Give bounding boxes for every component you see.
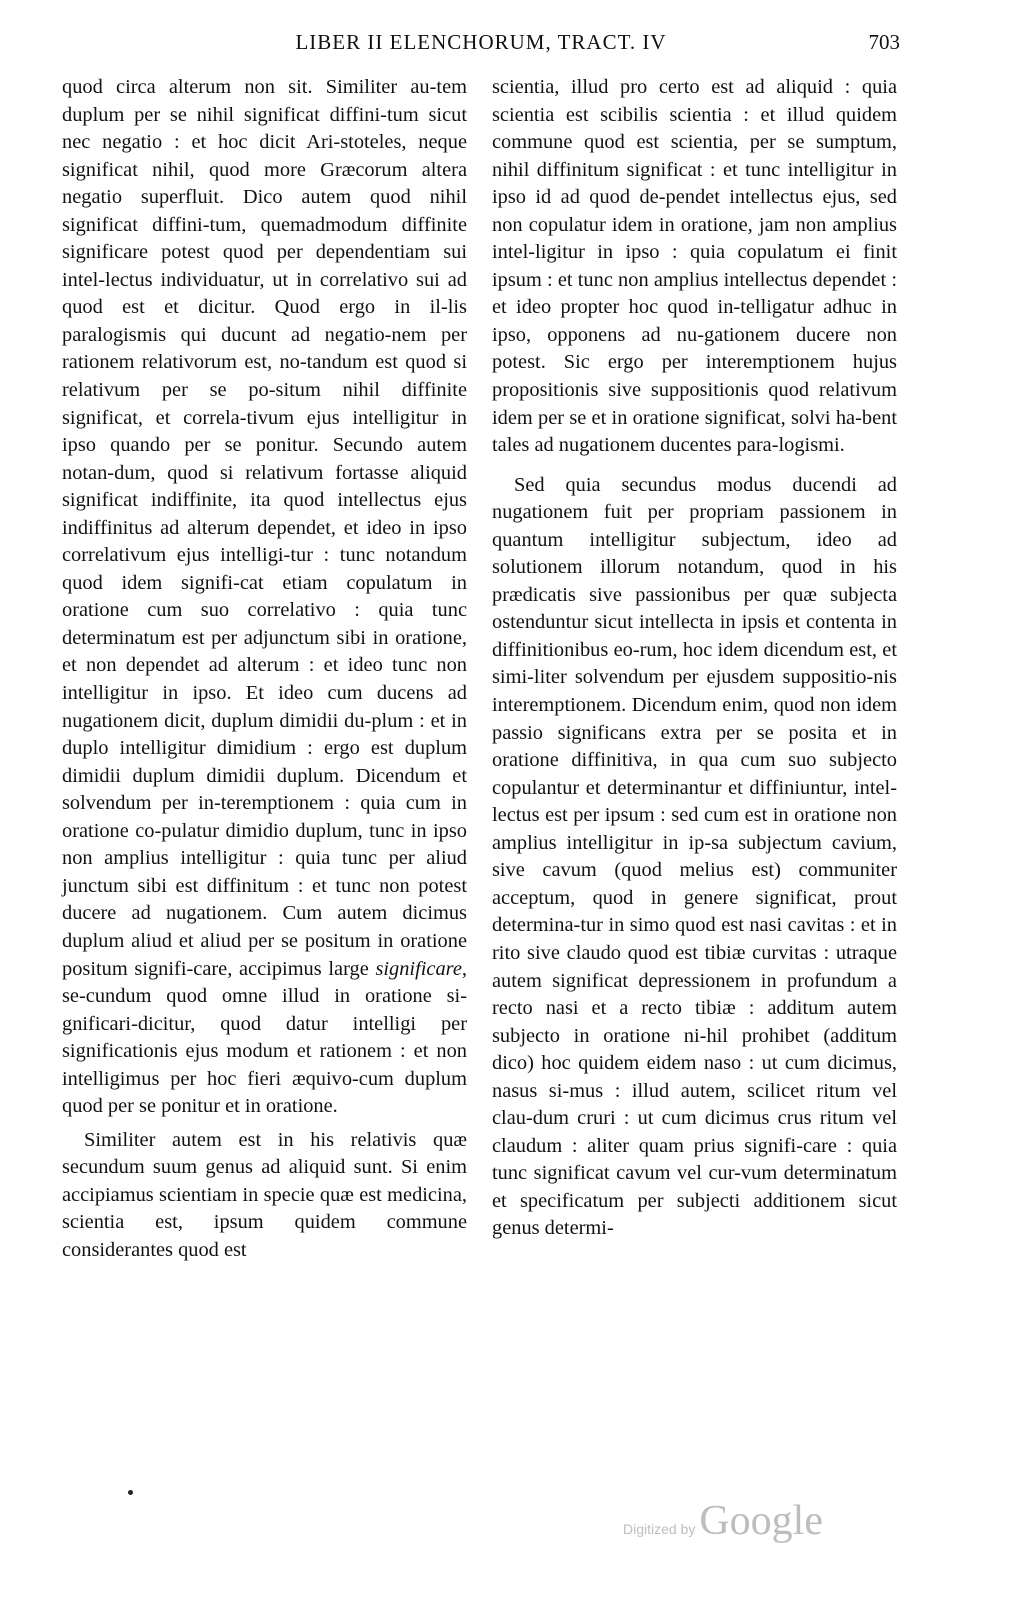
google-logo: Google [699, 1498, 823, 1544]
digitized-watermark [623, 1497, 823, 1545]
running-header [62, 30, 900, 64]
right-paragraph-2: Sed quia secundus modus ducendi ad nugationem fuit per propriam passionem in quantum intelligitur subjectum, ideo ad solutionem illorum notandum, quod in his prædicatis sive passionibus per quæ subjecta ostenduntur sicut intellecta in ipsis et contenta in diffinitionibus eo-rum, hoc idem dicendum est, et simi-liter solvendum per ejusdem suppositio-nis interemptionem. Dicendum enim, quod non idem passio significans extra per se posita et in oratione diffinitiva, in qua cum suo subjecto copulantur et determinantur et diffiniuntur, intel-lectus est per ipsum : sed cum est in oratione non amplius intelligitur in ip-sa subjectum cavium, sive cavum (quod melius est) communiter acceptum, quod in genere significat, prout determina-tur in simo quod est nasi cavitas : et in rito sive claudo quod est tibiæ curvitas : utraque autem significat depressionem in profundum a recto nasi et a recto tibiæ : additum autem subjecto in oratione ni-hil prohibet (additum dico) hoc quidem eidem naso : ut cum dicimus, nasus si-mus : illud autem, scilicet ritum vel clau-dum cruri : ut cum dicimus crus ritum vel claudum : aliter quam prius signifi-care : quia tunc significat cavum vel cur-vum determinatum et specificatum per subjecti additionem sicut genus determi- [492, 473, 897, 1240]
right-column [492, 74, 897, 1243]
left-paragraph-2: Similiter autem est in his relativis quæ secundum suum genus ad aliquid sunt. Si enim accipiamus scientiam in specie quæ est medicina, scientia est, ipsum quidem commune considerantes quod est [62, 1128, 467, 1261]
page-number: 703 [868, 30, 900, 54]
left-paragraph-1-end: se-cundum quod omne illud in oratione si-gnificari-dicitur, quod datur intelligi per significationis ejus modum et rationem : et non intelligimus per hoc fieri æquivo-cum duplum quod per se ponitur et in oratione. [62, 985, 467, 1118]
digitized-by-label: Digitized by [622, 1521, 696, 1537]
left-paragraph-1-text: quod circa alterum non sit. Similiter au-tem duplum per se nihil significat diffini-tum sicut nec negatio : et hoc dicit Ari-stoteles, neque significat nihil, quod more Græcorum altera negatio superfluit. Dico autem quod nihil significat diffini-tum, quemadmodum diffinite significare potest quod per dependentiam sui intel-lectus individuatur, ut in correlativo sui ad quod est et dicitur. Quod ergo in il-lis paralogismis qui ducunt ad negatio-nem per rationem relativorum est, no-tandum est quod si relativum per se po-situm nihil diffinite significat, et correla-tivum ejus intelligitur in ipso quando per se ponitur. Secundo autem notan-dum, quod si relativum fortasse aliquid significat indiffinite, ita quod intellectus ejus indiffinitus ad alterum dependet, et ideo in ipso correlativum ejus intelligi-tur : tunc notandum quod idem signifi-cat etiam copulatum in oratione cum suo correlativo : quia tunc determinatum est per adjunctum sibi in oratione, et non dependet ad alterum : et ideo tunc non intelligitur in ipso. Et ideo cum ducens ad nugationem dicit, duplum dimidii du-plum : et in duplo intelligitur dimidium : ergo est duplum dimidii duplum dimidii duplum. Dicendum et solvendum per in-teremptionem : quia cum in oratione co-pulatur dimidio duplum, tunc in ipso non amplius intelligitur : quia tunc per aliud junctum sibi est diffinitum : et tunc non potest ducere ad nugationem. Cum autem dicimus duplum aliud et aliud per se positum in oratione positum signifi-care, accipimus large [62, 76, 467, 980]
running-title: LIBER II ELENCHORUM, TRACT. IV [295, 30, 667, 54]
left-paragraph-1-italic: significare, [375, 957, 467, 980]
stray-ink-dot [128, 1490, 133, 1495]
right-paragraph-1: scientia, illud pro certo est ad aliquid : quia scientia est scibilis scientia : et illud quidem commune quod est scientia, per se sumptum, nihil diffinitum significat : et tunc intelligitur in ipso id ad quod de-pendet intellectus ejus, sed non copulatur idem in oratione, jam non amplius intel-ligitur in ipso : quia copulatum ei finit ipsum : et tunc non amplius intellectus dependet : et ideo propter hoc quod in-telligatur adhuc in ipso, opponens ad nu-gationem ducere non potest. Sic ergo per interemptionem hujus propositionis sive suppositionis quod relativum idem per se et in oratione significat, solvi ha-bent tales ad nugationem ducentes para-logismi. [492, 76, 897, 457]
left-column [62, 74, 467, 1265]
left-paragraph-1 [62, 74, 467, 1121]
